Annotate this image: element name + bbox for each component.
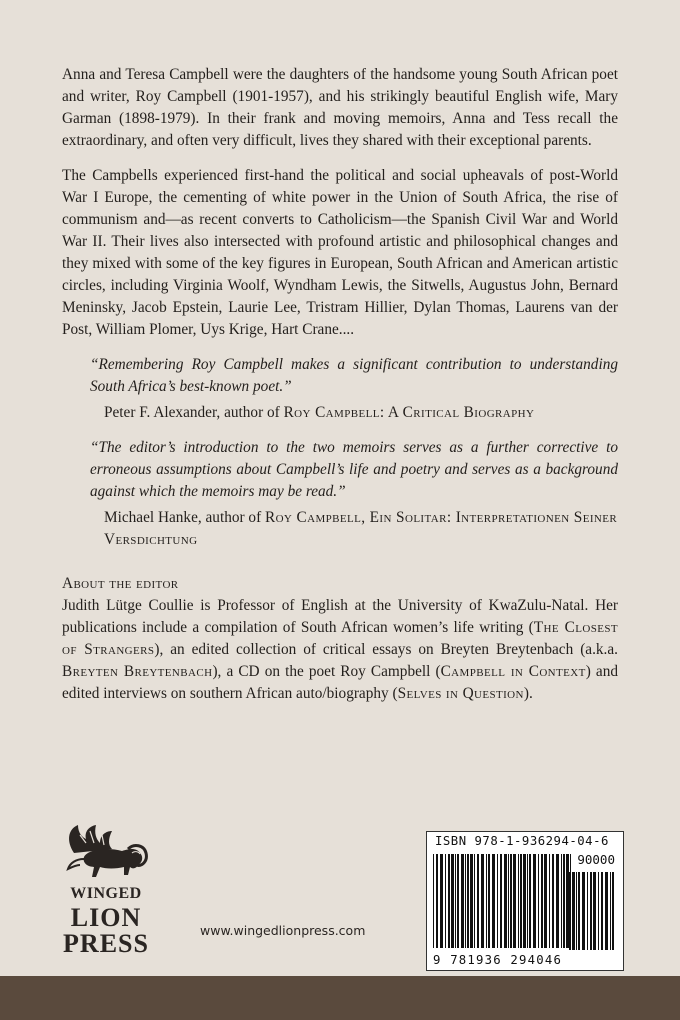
- about-text: ), an edited collection of critical essays on Breyten Breytenbach (a.k.a.: [154, 641, 618, 658]
- barcode-bar: [500, 854, 502, 948]
- barcode-bar: [448, 854, 450, 948]
- barcode-bar: [433, 854, 434, 948]
- barcode-bar: [572, 872, 575, 950]
- about-editor-heading: About the editor: [62, 575, 179, 592]
- attribution-title: Roy Campbell: A Critical Biography: [283, 404, 535, 421]
- barcode-bar: [612, 872, 614, 950]
- barcode-bar: [467, 854, 469, 948]
- back-cover-text: [62, 64, 618, 705]
- barcode-bar: [556, 854, 559, 948]
- barcode-bar: [598, 872, 599, 950]
- about-text: ), a CD on the poet Roy Campbell (: [212, 663, 441, 680]
- winged-lion-logo: [56, 823, 156, 958]
- about-editor-paragraph: [62, 595, 618, 705]
- barcode-bar: [486, 854, 487, 948]
- barcode-bar: [605, 872, 608, 950]
- book-title: Breyten Breytenbach: [62, 663, 213, 680]
- barcode-bar: [527, 854, 528, 948]
- quote-text: “The editor’s introduction to the two memoirs serves as a further corrective to erroneous assumptions about Campbell’s life and poetry and serves as a background against which the memoirs may be read.”: [90, 439, 618, 500]
- attribution-author: Michael Hanke, author of: [104, 509, 265, 526]
- barcode-bar: [520, 854, 522, 948]
- about-text: ).: [523, 685, 533, 702]
- barcode-bar: [593, 872, 596, 950]
- barcode-bar: [587, 872, 588, 950]
- publisher-website[interactable]: www.wingedlionpress.com: [200, 923, 366, 938]
- barcode-bar: [470, 854, 473, 948]
- review-quote-2: [90, 437, 618, 551]
- about-text: Judith Lütge Coullie is Professor of English at the University of KwaZulu-Natal. Her publications include a compilation of South African women’s life writing (: [62, 597, 618, 636]
- barcode-bar: [590, 872, 592, 950]
- barcode-bar: [492, 854, 495, 948]
- barcode-bar: [474, 854, 475, 948]
- barcode-bar: [457, 854, 459, 948]
- barcode-bar: [455, 854, 456, 948]
- barcode-bar: [477, 854, 479, 948]
- logo-word-press: PRESS: [63, 929, 149, 958]
- quote-attribution: [104, 402, 618, 424]
- barcode-bar: [436, 854, 438, 948]
- barcode-bar: [563, 854, 565, 948]
- barcode-bar: [561, 854, 562, 948]
- barcode-bar: [552, 854, 554, 948]
- barcode-bar: [508, 854, 509, 948]
- ean-digits: 9 781936 294046: [433, 953, 563, 967]
- isbn-number: ISBN 978-1-936294-04-6: [435, 834, 609, 848]
- barcode-bar: [601, 872, 603, 950]
- barcode-bar: [541, 854, 543, 948]
- book-title: The Closest of Strangers: [62, 619, 618, 658]
- barcode-bar: [582, 872, 585, 950]
- book-title: Campbell in Context: [440, 663, 586, 680]
- book-title: Selves in Question: [397, 685, 524, 702]
- barcode-bar: [529, 854, 531, 948]
- logo-word-lion: LION: [70, 903, 142, 932]
- barcode-bar: [538, 854, 539, 948]
- barcode-bar: [510, 854, 512, 948]
- attribution-author: Peter F. Alexander, author of: [104, 404, 284, 421]
- barcode-bar: [518, 854, 519, 948]
- isbn-barcode: [426, 831, 624, 971]
- barcode-bar: [497, 854, 498, 948]
- attribution-title: Roy Campbell, Ein Solitar: Interpretationen Seiner Versdichtung: [104, 509, 618, 548]
- review-quote-1: [90, 354, 618, 424]
- addon-barcode-bars: [569, 872, 615, 950]
- intro-paragraph: Anna and Teresa Campbell were the daughters of the handsome young South African poet and writer, Roy Campbell (1901-1957), and his strikingly beautiful English wife, Mary Garman (1898-1979). In their frank and moving memoirs, Anna and Tess recall the extraordinary, and often very difficult, lives they shared with their exceptional parents.: [62, 66, 618, 149]
- barcode-bar: [451, 854, 454, 948]
- bottom-color-band: [0, 976, 680, 1020]
- barcode-bar: [533, 854, 536, 948]
- barcode-bar: [544, 854, 547, 948]
- barcode-bar: [461, 854, 464, 948]
- about-text: ) and edited interviews on southern African auto/biography (: [62, 663, 618, 702]
- quote-text: “Remembering Roy Campbell makes a significant contribution to understanding South Africa’s best-known poet.”: [90, 356, 618, 395]
- barcode-bar: [523, 854, 526, 948]
- ean-barcode-bars: [433, 854, 573, 948]
- barcode-bar: [513, 854, 516, 948]
- quote-attribution: [104, 507, 618, 551]
- barcode-bar: [549, 854, 550, 948]
- price-code: 90000: [577, 852, 615, 867]
- winged-lion-icon: [56, 823, 156, 885]
- barcode-bar: [440, 854, 443, 948]
- barcode-bar: [610, 872, 611, 950]
- barcode-bar: [445, 854, 446, 948]
- barcode-bar: [465, 854, 466, 948]
- barcode-bar: [578, 872, 580, 950]
- barcode-bar: [576, 872, 577, 950]
- logo-word-winged: WINGED: [70, 885, 142, 902]
- barcode-bar: [504, 854, 507, 948]
- barcode-bar: [481, 854, 484, 948]
- history-paragraph: The Campbells experienced first-hand the political and social upheavals of post-World War I Europe, the cementing of white power in the Union of South Africa, the rise of communism and—as recent converts to Catholicism—the Spanish Civil War and World War II. Their lives also intersected with profound artistic and philosophical changes and they mixed with some of the key figures in European, South African and American artistic circles, including Virginia Woolf, Wyndham Lewis, the Sitwells, Augustus John, Bernard Meninsky, Jacob Epstein, Laurie Lee, Tristram Hillier, Dylan Thomas, Laurens van der Post, William Plomer, Uys Krige, Hart Crane....: [62, 167, 618, 338]
- barcode-bar: [569, 872, 571, 950]
- barcode-bar: [488, 854, 490, 948]
- cover-footer: [0, 815, 680, 975]
